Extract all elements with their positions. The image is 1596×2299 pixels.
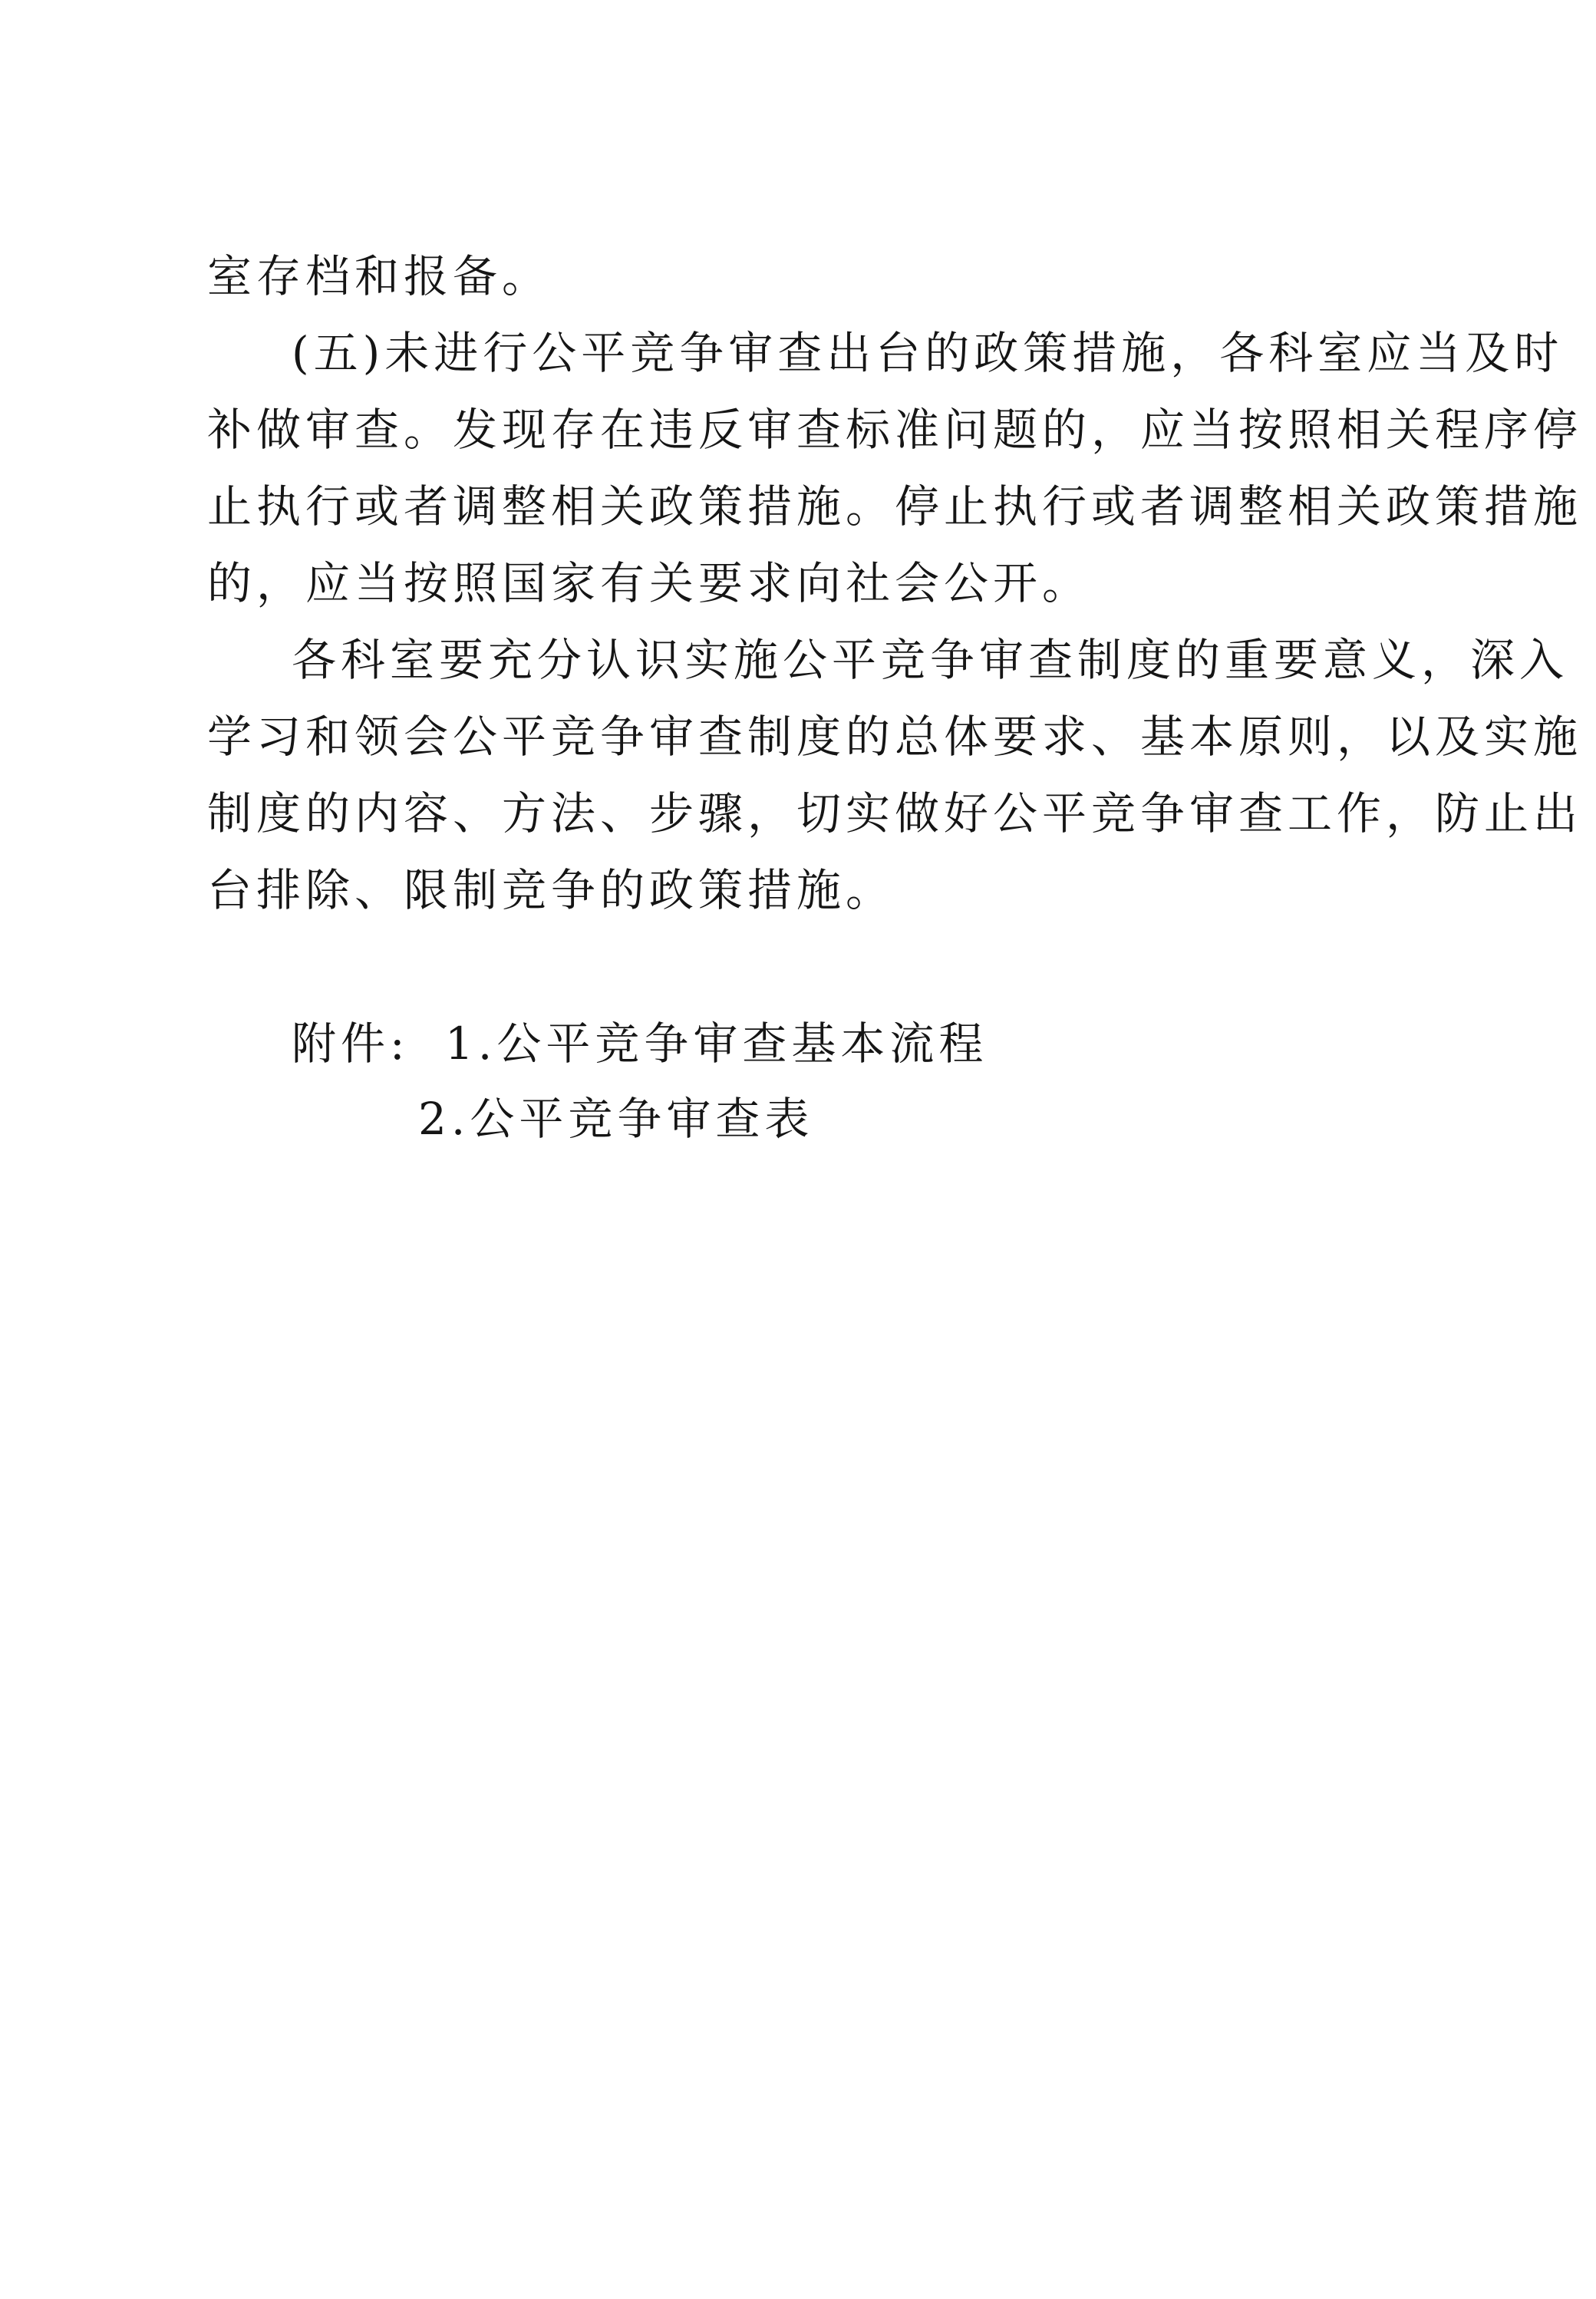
annex-item-1: 1.公平竞争审查基本流程 (445, 1018, 988, 1070)
annex-item-2: 2.公平竞争审查表 (418, 1093, 814, 1145)
text-line-1: 室存档和报备。 (207, 250, 552, 302)
text-line-7: 学习和领会公平竞争审查制度的总体要求、基本原则，以及实施 (207, 711, 1583, 763)
text-line-6: 各科室要充分认识实施公平竞争审查制度的重要意义，深入 (292, 634, 1569, 686)
text-line-4: 止执行或者调整相关政策措施。停止执行或者调整相关政策措施 (207, 480, 1583, 533)
text-line-5: 的，应当按照国家有关要求向社会公开。 (207, 557, 1092, 609)
text-line-8: 制度的内容、方法、步骤，切实做好公平竞争审查工作，防止出 (207, 787, 1583, 839)
annex-label: 附件: (292, 1018, 410, 1070)
text-line-2: (五)未进行公平竞争审查出台的政策措施，各科室应当及时 (292, 327, 1564, 379)
text-line-9: 台排除、限制竞争的政策措施。 (207, 864, 895, 916)
text-line-3: 补做审查。发现存在违反审查标准问题的，应当按照相关程序停 (207, 404, 1583, 456)
